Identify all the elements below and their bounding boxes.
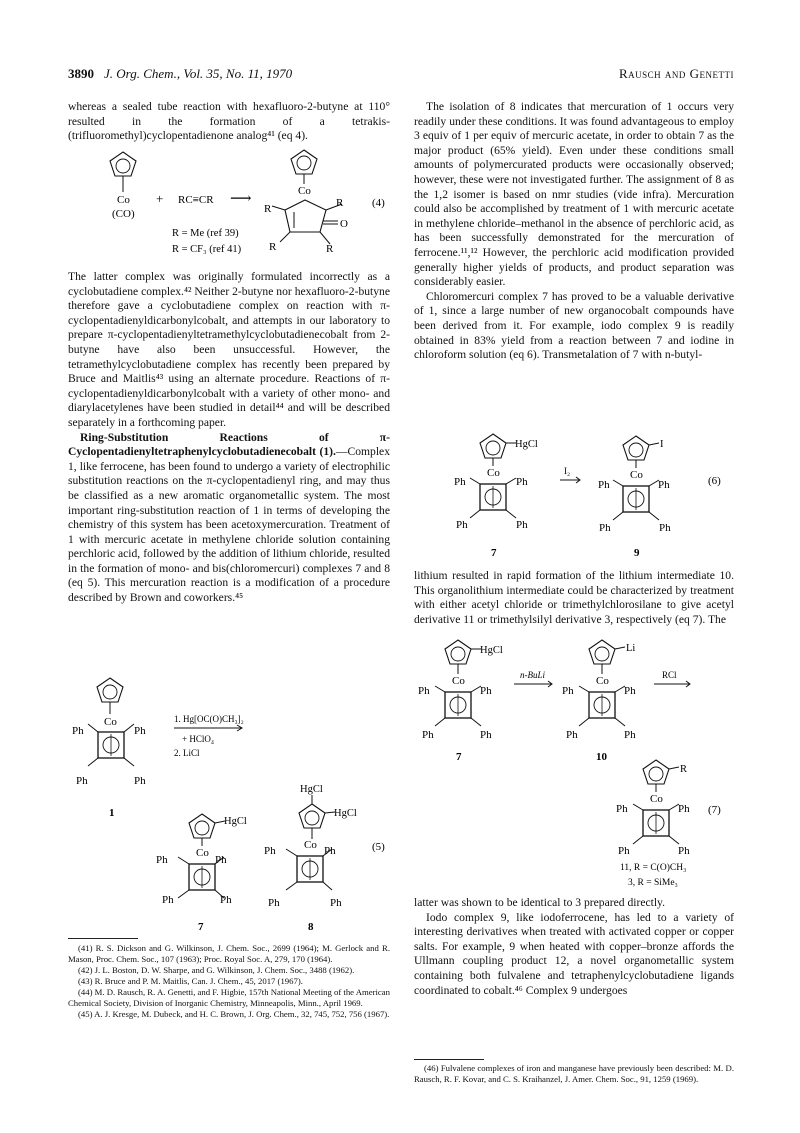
- right-paragraph-3: lithium resulted in rapid formation of the lithium intermediate 10. This organolithium intermediate could be characterized by treatment with either acetyl chloride or trimethylchlorosilane to give acetyl derivative 11 or trimethylsilyl derivative 3, respectively (eq 7). The: [414, 569, 734, 626]
- journal-citation: J. Org. Chem., Vol. 35, No. 11, 1970: [104, 66, 293, 81]
- svg-text:Ph: Ph: [598, 479, 610, 491]
- svg-text:Ph: Ph: [599, 522, 611, 534]
- cyclopentadienone-ring: [285, 200, 326, 232]
- condition-cf3: R = CF₃ (ref 41): [172, 244, 242, 255]
- svg-text:(7): (7): [708, 804, 721, 816]
- svg-text:Ph: Ph: [268, 897, 280, 909]
- svg-text:Ph: Ph: [566, 729, 578, 741]
- svg-text:Ph: Ph: [624, 729, 636, 741]
- running-authors: Rausch and Genetti: [618, 66, 734, 81]
- left-paragraph-2: The latter complex was originally formulated incorrectly as a cyclobutadiene complex.⁴² Neither 2-butyne nor hexafluoro-2-butyne therefore gave a cyclobutadiene complex on reaction with π-cyclopentadienyldicarbonylcobalt, and attempts in our laboratory to prepare π-cyclopentadienyltetramethylcyclobutadienecobalt from 2-butyne have also been unsuccessful. However, the tetramethylcyclobutadiene complex has recently been prepared by Bruce and Maitlis⁴³ using an alternate procedure. Reactions of π-cyclopentadienyldicarbonylcobalt with a variety of other mono- and diarylacetylenes have been studied in detail⁴⁴ and will be described separately in a forthcoming paper. Ring-Substitution Reactions of π-Cyclopentadienyltetraphenylcyclobutadienecobalt (1).—Complex 1, like ferrocene, has been found to undergo a variety of electrophilic substitution reactions on the π-cyclopentadienyl ring, and may thus be classified as a new aromatic organometallic system. The most important ring-substitution reaction of 1 in terms of developing the chemistry of this system has been acetoxymercuration. Treatment of 1 with mercuric acetate in methylene chloride solution containing perchloric acid, followed by the addition of lithium chloride, resulted in the formation of mono- and bis(chloromercuri) complexes 7 and 8 (eq 5). This mercuration reaction is a modification of a procedure described by Brown and coworkers.⁴⁵: [68, 270, 390, 605]
- footnote-rule: [68, 938, 138, 939]
- svg-text:Ph: Ph: [618, 845, 630, 857]
- svg-text:Ph: Ph: [76, 775, 88, 787]
- svg-text:Ph: Ph: [562, 685, 574, 697]
- svg-text:R: R: [264, 203, 272, 215]
- svg-text:Ph: Ph: [616, 803, 628, 815]
- svg-text:Ph: Ph: [659, 522, 671, 534]
- svg-text:7: 7: [456, 751, 462, 763]
- svg-text:Ph: Ph: [454, 476, 466, 488]
- footnotes-right: (46) Fulvalene complexes of iron and manganese have previously been described: M. D. Rausch, R. F. Kovar, and C. S. Kraihanzel, J. Amer. Chem. Soc., 91, 1259 (1969).: [414, 1063, 734, 1084]
- svg-text:Ph: Ph: [456, 519, 468, 531]
- svg-text:(6): (6): [708, 475, 721, 487]
- equation-7: [414, 636, 734, 890]
- equation-5: [68, 674, 390, 936]
- svg-text:Co: Co: [196, 847, 209, 859]
- reaction-arrow: ⟶: [230, 191, 252, 207]
- svg-text:Co: Co: [650, 793, 663, 805]
- svg-text:Ph: Ph: [516, 476, 528, 488]
- co-label: Co: [117, 194, 130, 206]
- label-3: 3, R = SiMe₃: [628, 878, 678, 888]
- svg-text:Co: Co: [487, 467, 500, 479]
- equation-4: [68, 148, 390, 266]
- svg-text:HgCl: HgCl: [480, 645, 503, 656]
- svg-text:Li: Li: [626, 643, 636, 654]
- oxygen-label: O: [340, 218, 348, 230]
- svg-text:HgCl: HgCl: [334, 808, 357, 819]
- svg-text:Ph: Ph: [215, 854, 227, 866]
- svg-text:Ph: Ph: [658, 479, 670, 491]
- label-7: 7: [198, 921, 204, 933]
- right-paragraph-4: latter was shown to be identical to 3 prepared directly. Iodo complex 9, like iodoferrocene, has led to a variety of interesting derivatives when treated with activated copper or copper salts. For example, 9 when heated with copper–bronze affords the Ullmann coupling product 12, a novel organometallic system containing both fulvalene and tetraphenylcyclobutadiene ligands coordinated to cobalt.⁴⁶ Complex 9 undergoes: [414, 896, 734, 997]
- plus-sign: +: [156, 191, 164, 206]
- svg-text:R: R: [680, 764, 688, 775]
- svg-text:Ph: Ph: [418, 685, 430, 697]
- svg-text:Ph: Ph: [324, 845, 336, 857]
- svg-text:Co: Co: [596, 675, 609, 687]
- svg-text:Ph: Ph: [162, 894, 174, 906]
- svg-text:2. LiCl: 2. LiCl: [174, 748, 200, 758]
- svg-text:9: 9: [634, 547, 640, 559]
- svg-text:Ph: Ph: [422, 729, 434, 741]
- footnotes-left: (41) R. S. Dickson and G. Wilkinson, J. Chem. Soc., 2699 (1964); M. Gerlock and R. Mason, Proc. Chem. Soc., 107 (1963); Proc. Royal Soc. A, 279, 170 (1964). (42) J. L. Boston, D. W. Sharpe, and G. Wilkinson, J. Chem. Soc., 3488 (1962). (43) R. Bruce and P. M. Maitlis, Can. J. Chem., 45, 2017 (1967). (44) M. D. Rausch, R. A. Genetti, and F. Higbie, 157th National Meeting of the American Chemical Society, Division of Inorganic Chemistry, Minneapolis, Minn., April 1969. (45) A. J. Kresge, M. Dubeck, and H. C. Brown, J. Org. Chem., 32, 745, 752, 756 (1967).: [68, 943, 390, 1019]
- svg-text:Ph: Ph: [156, 854, 168, 866]
- svg-text:Ph: Ph: [220, 894, 232, 906]
- svg-text:Ph: Ph: [624, 685, 636, 697]
- svg-text:Ph: Ph: [480, 685, 492, 697]
- svg-text:R: R: [336, 197, 344, 209]
- co-ligand: (CO): [112, 208, 135, 220]
- svg-text:1. Hg[OC(O)CH₃]₂: 1. Hg[OC(O)CH₃]₂: [174, 714, 244, 724]
- svg-text:n-BuLi: n-BuLi: [520, 670, 546, 680]
- svg-text:Ph: Ph: [678, 845, 690, 857]
- label-8: 8: [308, 921, 314, 933]
- equation-number: (4): [372, 197, 385, 209]
- svg-text:Ph: Ph: [330, 897, 342, 909]
- cp-ring: [110, 152, 136, 176]
- svg-text:Ph: Ph: [134, 725, 146, 737]
- svg-text:HgCl: HgCl: [515, 439, 538, 450]
- svg-text:7: 7: [491, 547, 497, 559]
- condition-me: R = Me (ref 39): [172, 228, 239, 239]
- svg-text:R: R: [269, 241, 277, 253]
- alkyne-formula: RC≡CR: [178, 194, 214, 206]
- svg-text:Ph: Ph: [516, 519, 528, 531]
- footnote-rule-right: [414, 1059, 484, 1060]
- svg-text:Co: Co: [452, 675, 465, 687]
- page-number: 3890: [68, 66, 94, 81]
- svg-text:Ph: Ph: [134, 775, 146, 787]
- running-header: [68, 66, 734, 84]
- svg-text:Ph: Ph: [480, 729, 492, 741]
- svg-text:I: I: [660, 439, 664, 450]
- left-paragraph-1: whereas a sealed tube reaction with hexafluoro-2-butyne at 110° resulted in the formation of a tetrakis-(trifluoromethyl)cyclopentadienone analog⁴¹ (eq 4).: [68, 100, 390, 143]
- svg-text:Ph: Ph: [72, 725, 84, 737]
- right-paragraph-1: The isolation of 8 indicates that mercuration of 1 occurs very readily under these conditions. It was found advantageous to employ 3 equiv of 1 per equiv of mercuric acetate, in order to obtain 7 as the major product (65% yield). Even under these conditions small amounts of polymercurated products were occasionally observed; however, these were not investigated further. The assignment of 8 as the 1,2 isomer is based on nmr studies (vide infra). Mercuration could also be accomplished by treatment of 1 with mercuric acetate in methylene chloride–methanol in the absence of perchloric acid, as has been successfully demonstrated for the mercuration of ferrocene.¹¹,¹² However, the perchloric acid modification provided generally higher yields of products, and product separation was considerably easier. Chloromercuri complex 7 has proved to be a valuable derivative of 1, since a large number of new organocobalt compounds have been derived from it. For example, iodo complex 9 is readily obtained in 83% yield from a reaction between 7 and iodine in chloroform solution (eq 6). Transmetalation of 7 with n-butyl-: [414, 100, 734, 362]
- section-heading: Ring-Substitution Reactions of π-Cyclopentadienyltetraphenylcyclobutadienecobalt (1).: [68, 430, 390, 459]
- svg-text:Co: Co: [630, 469, 643, 481]
- label-11: 11, R = C(O)CH₃: [620, 863, 687, 873]
- label-1: 1: [109, 807, 115, 819]
- svg-text:I₂: I₂: [564, 466, 571, 476]
- svg-text:Ph: Ph: [264, 845, 276, 857]
- svg-text:HgCl: HgCl: [224, 816, 247, 827]
- svg-text:Co: Co: [104, 716, 117, 728]
- svg-text:Co: Co: [304, 839, 317, 851]
- svg-text:10: 10: [596, 751, 607, 763]
- svg-text:RCl: RCl: [662, 670, 677, 680]
- svg-text:R: R: [326, 243, 334, 255]
- co-label-product: Co: [298, 185, 311, 197]
- equation-6: [414, 432, 734, 566]
- svg-text:Ph: Ph: [678, 803, 690, 815]
- svg-text:(5): (5): [372, 841, 385, 853]
- svg-text:HgCl: HgCl: [300, 784, 323, 795]
- svg-text:+ HClO₄: + HClO₄: [182, 734, 214, 744]
